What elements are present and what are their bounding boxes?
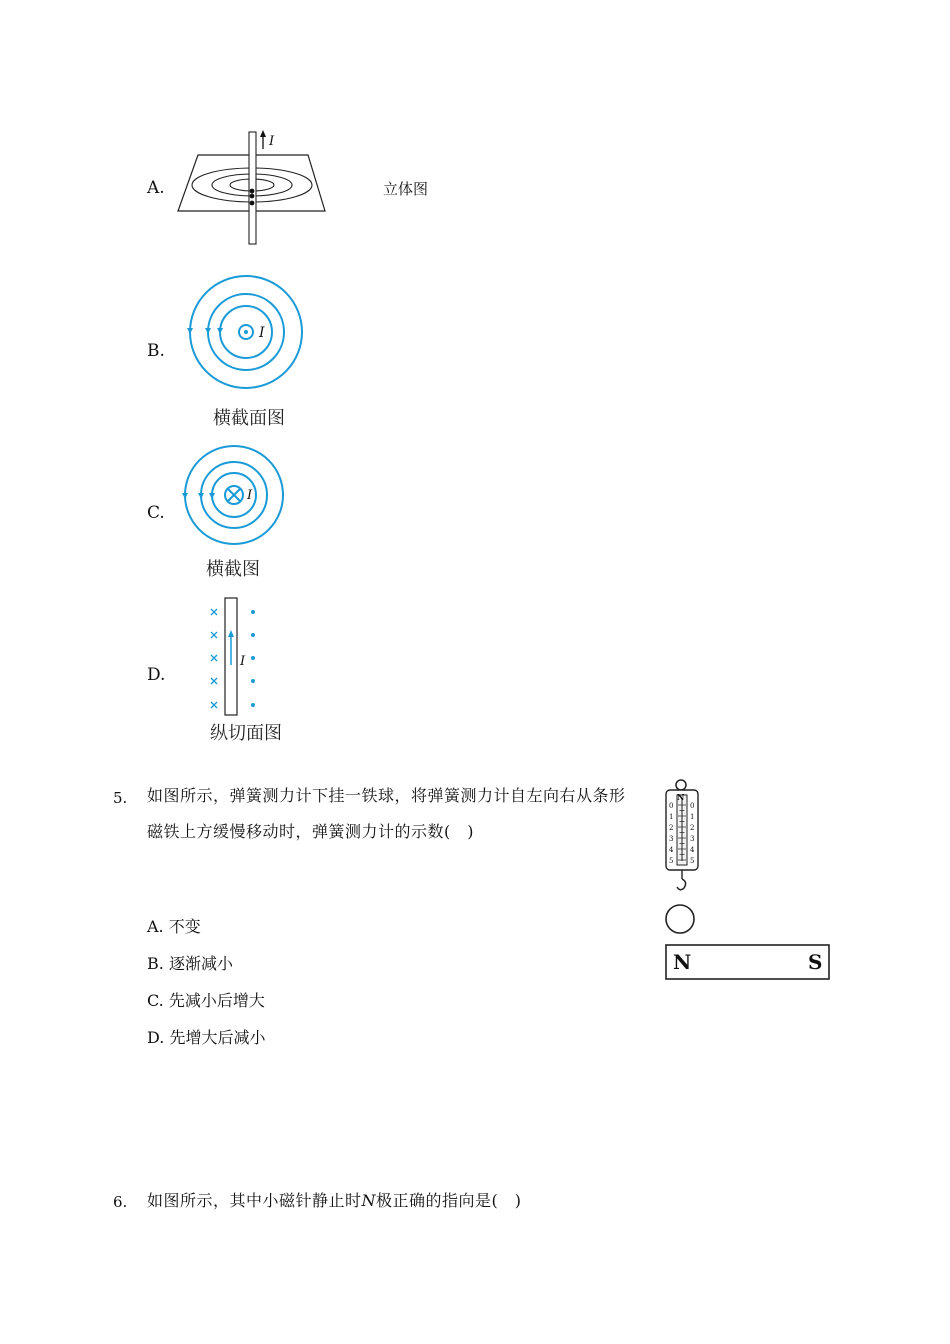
q5-choice-b[interactable] (147, 951, 233, 974)
option-c-cross-section-diagram (175, 443, 295, 551)
q5-choice-a-letter: A. (147, 917, 164, 936)
q5-choice-c[interactable] (147, 988, 265, 1011)
option-a-caption: 立体图 (383, 180, 429, 198)
scale-left-label: 5 (669, 857, 674, 865)
scale-right-label: 2 (690, 824, 695, 832)
q6-stem (147, 1183, 522, 1219)
option-b-letter: B. (147, 341, 165, 361)
gauge-top-label: N (677, 792, 685, 802)
option-d-letter: D. (147, 665, 166, 685)
option-a-letter: A. (147, 178, 165, 198)
scale-left-label: 3 (669, 835, 674, 843)
q5-stem-line1: 如图所示，弹簧测力计下挂一铁球，将弹簧测力计自左向右从条形 (147, 786, 626, 805)
q6-stem-after: 极正确的指向是( ) (376, 1191, 522, 1210)
scale-left-label: 2 (669, 824, 674, 832)
option-d-longitudinal-diagram (200, 595, 270, 720)
q6-number: 6. (113, 1193, 128, 1211)
scale-left-label: 4 (669, 846, 674, 854)
q5-choice-c-letter: C. (147, 991, 164, 1010)
q5-choice-b-letter: B. (147, 954, 164, 973)
scale-right-label: 5 (690, 857, 695, 865)
scale-right-label: 3 (690, 835, 695, 843)
magnet-south-label: S (808, 950, 823, 974)
option-a-current-label: I (269, 134, 275, 149)
scale-right-label: 4 (690, 846, 695, 854)
scale-left-label: 1 (669, 813, 674, 821)
q5-choice-d-letter: D. (147, 1028, 165, 1047)
option-b-cross-section-diagram (180, 270, 310, 395)
option-c-current-label: I (247, 488, 253, 503)
q5-spring-balance-figure (660, 775, 840, 987)
q5-choice-a[interactable] (147, 914, 201, 937)
option-d-caption: 纵切面图 (210, 723, 282, 744)
q5-choice-d-text: 先增大后减小 (169, 1028, 266, 1047)
q5-number: 5. (113, 789, 128, 807)
option-c-letter: C. (147, 503, 165, 523)
q5-stem-line2: 磁铁上方缓慢移动时，弹簧测力计的示数( ) (147, 822, 474, 841)
q5-choice-d[interactable] (147, 1025, 265, 1048)
option-d-current-label: I (240, 654, 246, 669)
q6-stem-pole: N (361, 1191, 377, 1210)
q5-choice-c-text: 先减小后增大 (168, 991, 265, 1010)
q6-stem-before: 如图所示，其中小磁针静止时 (147, 1191, 362, 1210)
q5-choice-a-text: 不变 (168, 917, 201, 936)
scale-right-label: 0 (690, 802, 695, 810)
magnet-north-label: N (673, 950, 692, 974)
q5-stem (147, 778, 647, 850)
option-a-3d-diagram (170, 125, 335, 250)
scale-left-label: 0 (669, 802, 674, 810)
q5-choice-b-text: 逐渐减小 (168, 954, 233, 973)
option-c-caption: 横截图 (206, 559, 260, 580)
scale-right-label: 1 (690, 813, 695, 821)
option-b-caption: 横截面图 (213, 408, 285, 429)
option-b-current-label: I (259, 325, 265, 341)
